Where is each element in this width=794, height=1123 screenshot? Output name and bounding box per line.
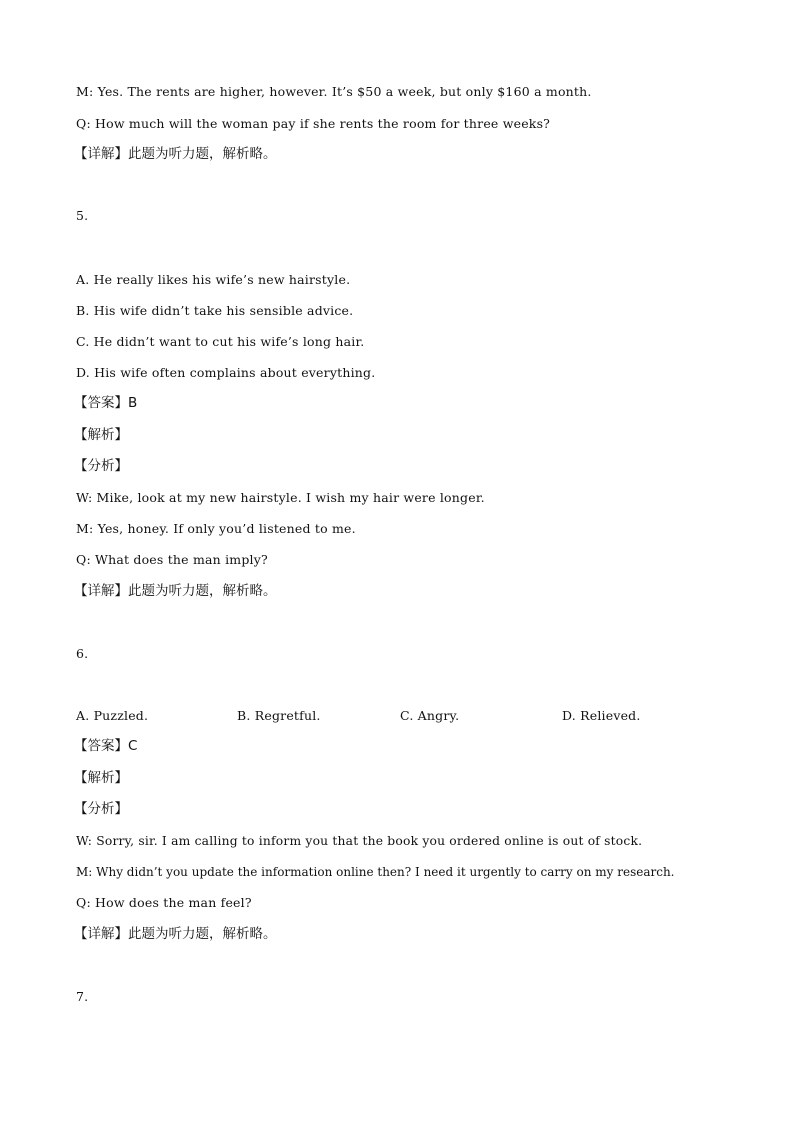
q5-number: 5. xyxy=(76,208,89,223)
q6-option-b: B. Regretful. xyxy=(237,708,321,723)
q5-woman-line: W: Mike, look at my new hairstyle. I wish my hair were longer. xyxy=(76,490,485,505)
q6-option-a: A. Puzzled. xyxy=(76,708,149,723)
q6-number: 6. xyxy=(76,646,89,661)
q5-question-line: Q: What does the man imply? xyxy=(76,552,268,567)
q4-question-line: Q: How much will the woman pay if she rents the room for three weeks? xyxy=(76,116,551,131)
q6-breakdown-heading: 【分析】 xyxy=(74,801,128,817)
q5-answer: 【答案】B xyxy=(74,395,138,411)
q6-man-line: M: Why didn’t you update the information online then? I need it urgently to carry on my research. xyxy=(76,865,675,879)
q5-man-line: M: Yes, honey. If only you’d listened to me. xyxy=(76,521,356,536)
q5-detail: 【详解】此题为听力题，解析略。 xyxy=(74,583,277,599)
q7-number: 7. xyxy=(76,989,89,1004)
q5-analysis-heading: 【解析】 xyxy=(74,427,128,443)
q5-breakdown-heading: 【分析】 xyxy=(74,458,128,474)
q5-option-c: C. He didn’t want to cut his wife’s long hair. xyxy=(76,334,365,349)
q4-man-line: M: Yes. The rents are higher, however. It’s $50 a week, but only $160 a month. xyxy=(76,84,592,99)
q5-option-b: B. His wife didn’t take his sensible advice. xyxy=(76,303,354,318)
q5-option-a: A. He really likes his wife’s new hairstyle. xyxy=(76,272,351,287)
q6-detail: 【详解】此题为听力题，解析略。 xyxy=(74,926,277,942)
q6-option-d: D. Relieved. xyxy=(562,708,641,723)
q6-option-c: C. Angry. xyxy=(400,708,460,723)
q4-detail: 【详解】此题为听力题，解析略。 xyxy=(74,146,277,162)
q6-answer: 【答案】C xyxy=(74,738,138,754)
q6-question-line: Q: How does the man feel? xyxy=(76,895,252,910)
q6-analysis-heading: 【解析】 xyxy=(74,770,128,786)
q6-woman-line: W: Sorry, sir. I am calling to inform you that the book you ordered online is out of stock. xyxy=(76,834,643,848)
q5-option-d: D. His wife often complains about everything. xyxy=(76,365,376,380)
